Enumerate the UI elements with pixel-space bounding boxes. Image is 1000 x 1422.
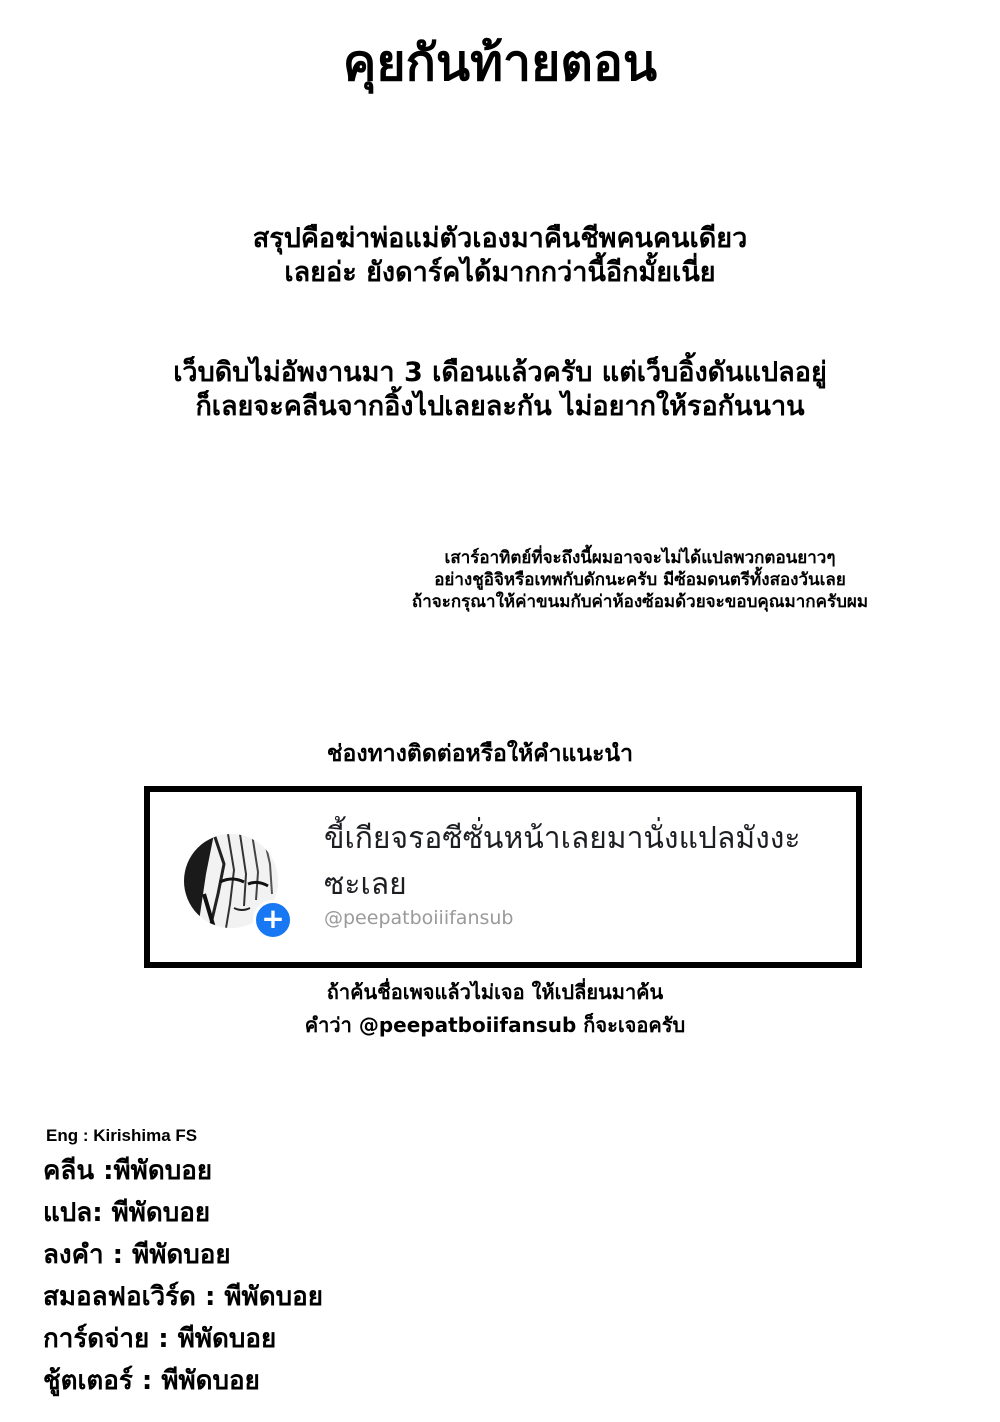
credit-clean: คลีน :พีพัดบอย: [43, 1156, 213, 1186]
credits-list: [43, 1122, 323, 1402]
note-line: ถ้าจะกรุณาให้ค่าขนมกับค่าห้องซ้อมด้วยจะขอบคุณมากครับผม: [411, 592, 869, 612]
note-line: ก็เลยจะคลีนจากอิ้งไปเลยละกัน ไม่อยากให้รอกันนาน: [195, 391, 805, 422]
note-line: สรุปคือฆ่าพ่อแม่ตัวเองมาคืนชีพคนคนเดียว: [252, 223, 748, 254]
credit-translate: แปล: พีพัดบอย: [43, 1198, 211, 1228]
note-line: อย่างชูอิจิหรือเทพกับดักนะครับ มีซ้อมดนตรีทั้งสองวันเลย: [434, 570, 846, 590]
credit-card-payer: การ์ดจ่าย : พีพัดบอย: [43, 1324, 277, 1354]
hint-line: คำว่า @peepatboiifansub ก็จะเจอครับ: [304, 1013, 686, 1037]
note-paragraph-3: [330, 547, 950, 613]
page-title: คุยกันท้ายตอน: [342, 34, 658, 92]
page-name[interactable]: ขี้เกียจรอซีซั่นหน้าเลยมานั่งแปลมังงะซะเลย: [324, 821, 801, 902]
note-line: เลยอ่ะ ยังดาร์คได้มากกว่านี้อีกมั้ยเนี่ย: [284, 257, 716, 288]
hint-line: ถ้าค้นชื่อเพจแล้วไม่เจอ ให้เปลี่ยนมาค้น: [326, 980, 664, 1004]
credit-eng-source: Eng : Kirishima FS: [46, 1126, 198, 1145]
contact-heading: ช่องทางติดต่อหรือให้คำแนะนำ: [326, 741, 634, 767]
search-hint: [200, 976, 790, 1042]
credit-typeset: ลงคำ : พีพัดบอย: [43, 1240, 231, 1270]
add-plus-icon[interactable]: +: [253, 900, 293, 940]
page-handle: @peepatboiiifansub: [324, 907, 514, 929]
note-paragraph-1: [0, 222, 1000, 290]
credit-small-forward: สมอลฟอเวิร์ด : พีพัดบอย: [43, 1282, 323, 1312]
note-paragraph-2: [0, 356, 1000, 424]
note-line: เว็บดิบไม่อัพงานมา 3 เดือนแล้วครับ แต่เว็บอิ้งดันแปลอยู่: [173, 357, 827, 388]
note-line: เสาร์อาทิตย์ที่จะถึงนี้ผมอาจจะไม่ได้แปลพวกตอนยาวๆ: [444, 548, 836, 568]
facebook-page-card[interactable]: [144, 786, 862, 968]
credit-shooter: ชู้ตเตอร์ : พีพัดบอย: [43, 1366, 260, 1396]
